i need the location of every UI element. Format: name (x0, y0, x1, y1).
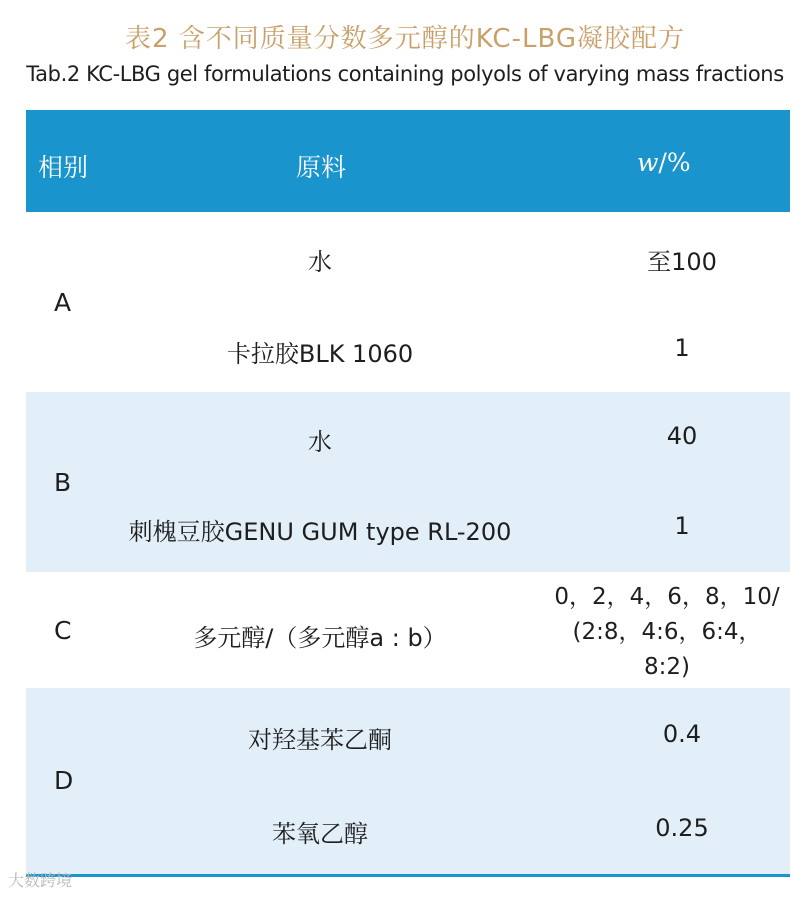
group-d (26, 688, 790, 874)
value-cell: 至100 (647, 248, 717, 276)
material-cell: 对羟基苯乙酮 (248, 726, 392, 754)
formulation-table (26, 110, 790, 877)
material-cell: 多元醇/（多元醇a : b） (193, 624, 447, 652)
group-a (26, 212, 790, 392)
group-label: D (54, 766, 74, 795)
material-cell: 水 (308, 428, 332, 456)
header-group: 相别 (38, 153, 89, 182)
header-w-symbol: w (637, 148, 659, 177)
watermark-text: 大数跨境 (8, 871, 73, 890)
header-material: 原料 (296, 153, 347, 182)
material-cell: 卡拉胶BLK 1060 (226, 340, 414, 368)
value-line: (2:8，4:6，6:4， (572, 619, 762, 645)
group-label: A (54, 288, 72, 317)
material-cell: 苯氧乙醇 (272, 820, 368, 848)
value-line: 0，2，4，6，8，10/ (554, 584, 780, 610)
material-cell: 水 (308, 248, 332, 276)
table-title-en: Tab.2 KC-LBG gel formulations containing polyols of varying mass fractions (26, 62, 784, 86)
group-c (26, 572, 790, 688)
group-label: C (54, 616, 72, 645)
table-header (26, 110, 790, 212)
value-line: 8:2) (644, 654, 690, 680)
table-title-cn: 表2 含不同质量分数多元醇的KC-LBG凝胶配方 (125, 24, 685, 54)
table-bottom-rule (26, 874, 790, 877)
header-mass-fraction (637, 148, 691, 177)
value-cell: 40 (666, 422, 698, 450)
value-cell: 1 (674, 334, 690, 362)
group-b (26, 392, 790, 572)
material-cell: 刺槐豆胶GENU GUM type RL-200 (128, 518, 512, 546)
value-cell: 0.4 (662, 720, 702, 748)
value-cell (544, 580, 790, 685)
value-cell: 0.25 (655, 814, 709, 842)
group-label: B (54, 468, 72, 497)
header-w-unit: /% (658, 148, 691, 177)
watermark (8, 868, 72, 891)
value-cell: 1 (674, 512, 690, 540)
